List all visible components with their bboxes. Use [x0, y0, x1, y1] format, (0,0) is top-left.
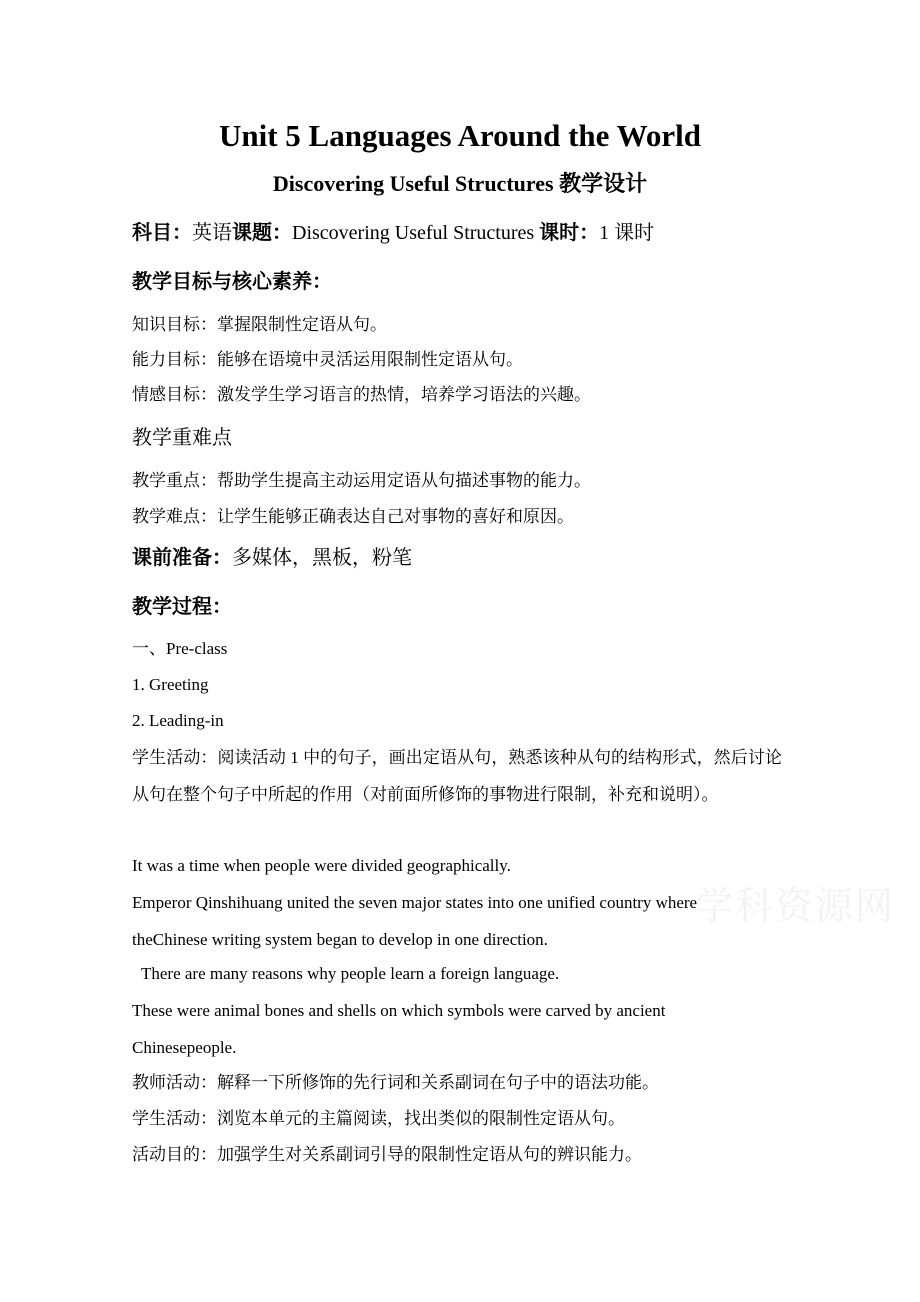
subject-value: 英语	[192, 222, 232, 244]
example-sentence-1: It was a time when people were divided geographically.	[132, 856, 511, 875]
example-sentence-3: There are many reasons why people learn a foreign language.	[141, 964, 560, 983]
teacher-activity: 教师活动：解释一下所修饰的先行词和关系副词在句子中的语法功能。	[132, 1073, 659, 1092]
objective-emotion: 情感目标：激发学生学习语言的热情，培养学习语法的兴趣。	[132, 385, 591, 404]
course-meta-line	[132, 218, 654, 248]
process-heading: 教学过程：	[132, 596, 232, 618]
key-points-heading: 教学重难点	[132, 427, 232, 449]
preparation-line	[132, 543, 412, 573]
preparation-label: 课前准备：	[132, 547, 232, 569]
objective-ability: 能力目标：能够在语境中灵活运用限制性定语从句。	[132, 350, 523, 369]
key-point-focus: 教学重点：帮助学生提高主动运用定语从句描述事物的能力。	[132, 471, 591, 490]
topic-value: Discovering Useful Structures	[292, 222, 540, 244]
student-activity-2: 学生活动：浏览本单元的主篇阅读，找出类似的限制性定语从句。	[132, 1109, 625, 1128]
example-sentence-2: Emperor Qinshihuang united the seven major states into one unified country where theChinese writing system began to develop in one direction.	[132, 893, 698, 949]
topic-label: 课题：	[232, 222, 292, 244]
preparation-value: 多媒体，黑板，粉笔	[232, 547, 412, 569]
watermark-text: 学科资源网	[695, 884, 896, 928]
document-title: Unit 5 Languages Around the World	[218, 118, 702, 153]
objectives-heading: 教学目标与核心素养：	[132, 271, 332, 293]
pre-class-section: 一、Pre-class	[132, 639, 228, 658]
student-activity-paragraph: 学生活动：阅读活动 1 中的句子，画出定语从句，熟悉该种从句的结构形式，然后讨论从句在整个句子中所起的作用（对前面所修饰的事物进行限制，补充和说明）。	[132, 748, 782, 804]
period-label: 课时：	[539, 222, 600, 244]
subject-label: 科目：	[132, 222, 192, 244]
period-value: 1 课时	[599, 222, 655, 244]
activity-goal: 活动目的：加强学生对关系副词引导的限制性定语从句的辨识能力。	[132, 1145, 642, 1164]
key-point-difficulty: 教学难点：让学生能够正确表达自己对事物的喜好和原因。	[132, 507, 574, 526]
step-greeting: 1. Greeting	[132, 675, 209, 694]
example-sentence-4: These were animal bones and shells on which symbols were carved by ancient Chinesepeople.	[132, 1001, 666, 1057]
step-leading-in: 2. Leading-in	[132, 711, 224, 730]
document-subtitle: Discovering Useful Structures 教学设计	[272, 171, 648, 196]
objective-knowledge: 知识目标：掌握限制性定语从句。	[132, 315, 387, 334]
